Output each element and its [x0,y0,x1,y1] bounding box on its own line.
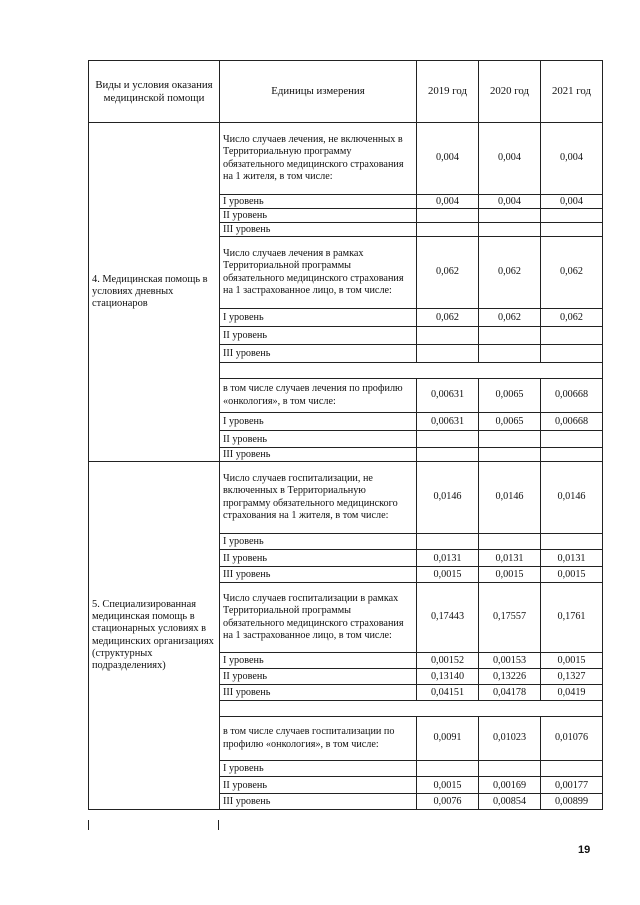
value-2021 [541,345,603,363]
row-label: Число случаев госпитализации, не включенных в Территориальную программу обязательного медицинского страхования на 1 жителя, в том числе: [220,462,417,534]
value-2021: 0,0015 [541,653,603,669]
value-2019: 0,0076 [417,794,479,810]
row-label: I уровень [220,534,417,550]
row-label: I уровень [220,413,417,431]
row-label: Число случаев лечения, не включенных в Территориальную программу обязательного медицинского страхования на 1 жителя, в том числе: [220,123,417,195]
row-label: Число случаев лечения в рамках Территориальной программы обязательного медицинского страхования на 1 застрахованное лицо, в том числе: [220,237,417,309]
value-2020: 0,0065 [479,413,541,431]
value-2021: 0,004 [541,123,603,195]
row-label: II уровень [220,669,417,685]
value-2020 [479,534,541,550]
value-2019: 0,062 [417,309,479,327]
value-2019: 0,17443 [417,583,479,653]
value-2019: 0,0091 [417,717,479,761]
value-2020: 0,00854 [479,794,541,810]
row-label: I уровень [220,195,417,209]
value-2019 [417,209,479,223]
row-label: I уровень [220,653,417,669]
value-2021 [541,431,603,448]
value-2019: 0,0015 [417,777,479,794]
value-2020 [479,448,541,462]
table-continuation-line [218,820,220,830]
value-2021: 0,1761 [541,583,603,653]
value-2021: 0,0146 [541,462,603,534]
page-number: 19 [578,844,591,856]
value-2020: 0,004 [479,123,541,195]
table-continuation-line [88,820,90,830]
row-label: II уровень [220,431,417,448]
row-label: III уровень [220,448,417,462]
value-2021: 0,0419 [541,685,603,701]
row-label: III уровень [220,685,417,701]
value-2019 [417,345,479,363]
value-2019: 0,00631 [417,379,479,413]
value-2021: 0,01076 [541,717,603,761]
row-label: в том числе случаев лечения по профилю «онкология», в том числе: [220,379,417,413]
spacer-row [220,701,603,717]
value-2019: 0,0146 [417,462,479,534]
value-2019: 0,004 [417,195,479,209]
value-2020: 0,0146 [479,462,541,534]
row-label: III уровень [220,794,417,810]
value-2021 [541,223,603,237]
row-label: III уровень [220,345,417,363]
value-2021 [541,534,603,550]
row-label: Число случаев госпитализации в рамках Территориальной программы обязательного медицинского страхования на 1 застрахованное лицо, в том числе: [220,583,417,653]
value-2020 [479,431,541,448]
value-2019: 0,062 [417,237,479,309]
value-2019 [417,761,479,777]
value-2020: 0,17557 [479,583,541,653]
header-2020: 2020 год [479,61,541,123]
value-2020 [479,327,541,345]
value-2020: 0,04178 [479,685,541,701]
row-label: II уровень [220,777,417,794]
header-row [89,61,603,123]
value-2021: 0,0015 [541,567,603,583]
value-2021: 0,00668 [541,413,603,431]
value-2020: 0,0015 [479,567,541,583]
value-2019 [417,431,479,448]
value-2021: 0,00177 [541,777,603,794]
value-2020: 0,00169 [479,777,541,794]
value-2019: 0,13140 [417,669,479,685]
data-table [88,60,603,810]
row-label: I уровень [220,761,417,777]
header-2019: 2019 год [417,61,479,123]
value-2021: 0,00668 [541,379,603,413]
value-2019 [417,534,479,550]
value-2020: 0,062 [479,237,541,309]
value-2019: 0,0015 [417,567,479,583]
category-cell: 4. Медицинская помощь в условиях дневных стационаров [89,123,220,462]
table-row [89,123,603,195]
value-2021 [541,327,603,345]
value-2021: 0,062 [541,309,603,327]
header-unit: Единицы измерения [220,61,417,123]
value-2019 [417,327,479,345]
header-2021: 2021 год [541,61,603,123]
value-2019: 0,00152 [417,653,479,669]
value-2021: 0,0131 [541,550,603,567]
category-cell: 5. Специализированная медицинская помощь в стационарных условиях в медицинских организациях (структурных подразделениях) [89,462,220,810]
value-2020: 0,00153 [479,653,541,669]
value-2021: 0,00899 [541,794,603,810]
row-label: II уровень [220,209,417,223]
row-label: II уровень [220,550,417,567]
value-2020: 0,004 [479,195,541,209]
value-2019: 0,00631 [417,413,479,431]
value-2021: 0,062 [541,237,603,309]
value-2020: 0,062 [479,309,541,327]
row-label: I уровень [220,309,417,327]
value-2020: 0,01023 [479,717,541,761]
value-2020 [479,223,541,237]
value-2019: 0,0131 [417,550,479,567]
value-2020: 0,0065 [479,379,541,413]
value-2020 [479,345,541,363]
row-label: III уровень [220,223,417,237]
row-label: III уровень [220,567,417,583]
value-2021: 0,1327 [541,669,603,685]
value-2019 [417,223,479,237]
value-2019: 0,004 [417,123,479,195]
row-label: в том числе случаев госпитализации по профилю «онкология», в том числе: [220,717,417,761]
value-2020 [479,761,541,777]
header-type: Виды и условия оказания медицинской помощи [89,61,220,123]
value-2020 [479,209,541,223]
table-row [89,462,603,534]
spacer-row [220,363,603,379]
row-label: II уровень [220,327,417,345]
value-2021 [541,209,603,223]
value-2019 [417,448,479,462]
value-2020: 0,13226 [479,669,541,685]
value-2021: 0,004 [541,195,603,209]
value-2019: 0,04151 [417,685,479,701]
value-2021 [541,448,603,462]
value-2020: 0,0131 [479,550,541,567]
value-2021 [541,761,603,777]
